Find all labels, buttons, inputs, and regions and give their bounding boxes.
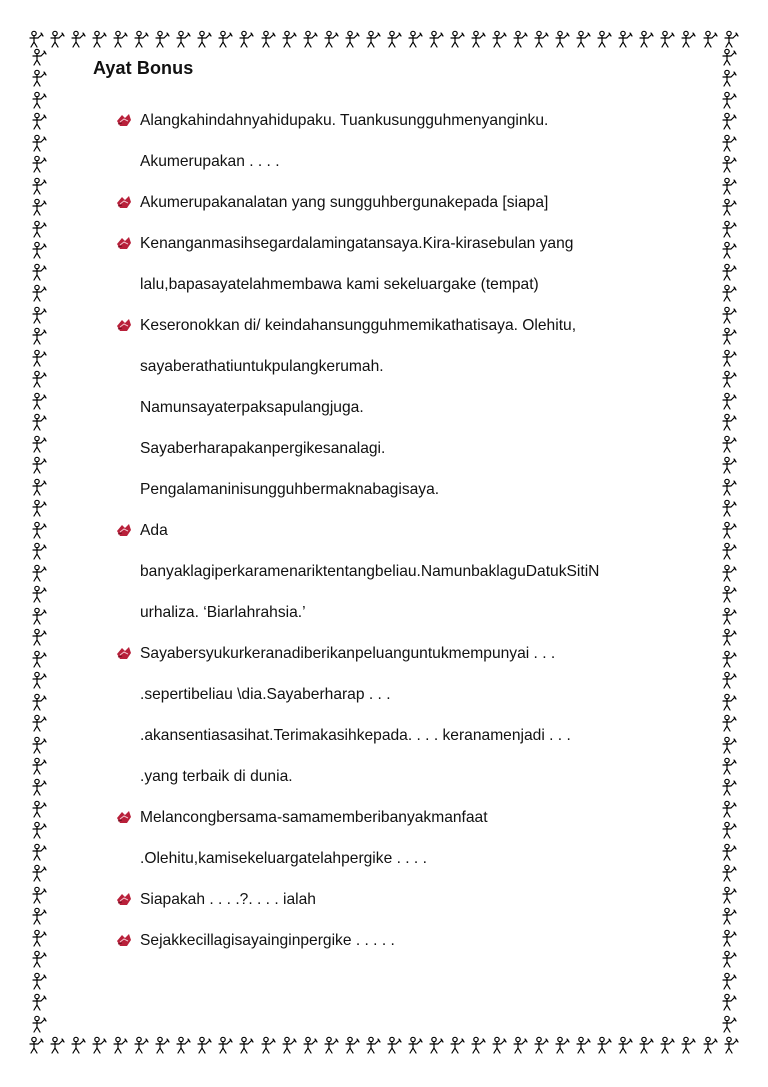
figure-ornament-icon	[196, 30, 213, 49]
figure-ornament-icon	[702, 30, 719, 49]
figure-ornament-icon	[721, 521, 738, 540]
line-text: Akumerupakan . . . .	[140, 153, 280, 170]
figure-ornament-icon	[533, 1036, 550, 1055]
figure-ornament-icon	[31, 521, 48, 540]
figure-ornament-icon	[680, 1036, 697, 1055]
figure-ornament-icon	[702, 1036, 719, 1055]
list-item-continuation	[113, 756, 693, 797]
rose-bullet-icon	[115, 112, 133, 128]
figure-ornament-icon	[323, 1036, 340, 1055]
figure-ornament-icon	[31, 757, 48, 776]
figure-ornament-icon	[323, 30, 340, 49]
line-text: Keseronokkan di/ keindahansungguhmemikathatisaya. Olehitu,	[140, 317, 577, 334]
figure-ornament-icon	[721, 950, 738, 969]
list-item	[113, 633, 693, 674]
figure-ornament-icon	[596, 1036, 613, 1055]
figure-ornament-icon	[721, 800, 738, 819]
figure-ornament-icon	[31, 413, 48, 432]
figure-ornament-icon	[721, 48, 738, 67]
figure-ornament-icon	[31, 1015, 48, 1034]
figure-ornament-icon	[512, 30, 529, 49]
line-text: Kenanganmasihsegardalamingatansaya.Kira-kirasebulan yang	[140, 235, 574, 252]
line-text: banyaklagiperkaramenariktentangbeliau.NamunbaklaguDatukSitiN	[140, 563, 600, 580]
figure-ornament-icon	[175, 30, 192, 49]
figure-ornament-icon	[31, 650, 48, 669]
line-text: Namunsayaterpaksapulangjuga.	[140, 399, 364, 416]
list-item-continuation	[113, 387, 693, 428]
list-item-continuation	[113, 592, 693, 633]
figure-ornament-icon	[407, 1036, 424, 1055]
list-item	[113, 920, 693, 961]
line-text: Alangkahindahnyahidupaku. Tuankusungguhmenyanginku.	[140, 112, 549, 129]
figure-ornament-icon	[238, 1036, 255, 1055]
figure-ornament-icon	[31, 456, 48, 475]
figure-ornament-icon	[407, 30, 424, 49]
figure-ornament-icon	[659, 30, 676, 49]
figure-ornament-icon	[31, 112, 48, 131]
figure-ornament-icon	[31, 950, 48, 969]
line-text: Pengalamaninisungguhbermaknabagisaya.	[140, 481, 440, 498]
page-border-top	[28, 28, 740, 50]
figure-ornament-icon	[721, 585, 738, 604]
list-item	[113, 100, 693, 141]
line-text: Sayabersyukurkeranadiberikanpeluanguntukmempunyai . . .	[140, 645, 556, 662]
figure-ornament-icon	[721, 413, 738, 432]
figure-ornament-icon	[31, 155, 48, 174]
figure-ornament-icon	[386, 30, 403, 49]
figure-ornament-icon	[721, 736, 738, 755]
figure-ornament-icon	[31, 263, 48, 282]
rose-bullet-icon	[115, 809, 133, 825]
figure-ornament-icon	[31, 585, 48, 604]
figure-ornament-icon	[31, 929, 48, 948]
figure-ornament-icon	[428, 1036, 445, 1055]
figure-ornament-icon	[31, 864, 48, 883]
figure-ornament-icon	[260, 30, 277, 49]
figure-ornament-icon	[133, 30, 150, 49]
figure-ornament-icon	[365, 30, 382, 49]
figure-ornament-icon	[428, 30, 445, 49]
figure-ornament-icon	[721, 91, 738, 110]
figure-ornament-icon	[31, 91, 48, 110]
figure-ornament-icon	[449, 30, 466, 49]
figure-ornament-icon	[721, 220, 738, 239]
figure-ornament-icon	[721, 864, 738, 883]
figure-ornament-icon	[721, 757, 738, 776]
figure-ornament-icon	[238, 30, 255, 49]
figure-ornament-icon	[31, 993, 48, 1012]
figure-ornament-icon	[31, 628, 48, 647]
figure-ornament-icon	[638, 30, 655, 49]
rose-bullet-icon	[115, 317, 133, 333]
figure-ornament-icon	[91, 1036, 108, 1055]
figure-ornament-icon	[721, 628, 738, 647]
figure-ornament-icon	[31, 499, 48, 518]
line-text: sayaberathatiuntukpulangkerumah.	[140, 358, 384, 375]
figure-ornament-icon	[70, 30, 87, 49]
line-text: Sayaberharapakanpergikesanalagi.	[140, 440, 386, 457]
figure-ornament-icon	[449, 1036, 466, 1055]
figure-ornament-icon	[281, 1036, 298, 1055]
figure-ornament-icon	[721, 821, 738, 840]
figure-ornament-icon	[721, 907, 738, 926]
figure-ornament-icon	[112, 1036, 129, 1055]
figure-ornament-icon	[721, 327, 738, 346]
line-text: .Olehitu,kamisekeluargatelahpergike . . . .	[140, 850, 427, 867]
page-border-bottom	[28, 1034, 740, 1056]
figure-ornament-icon	[31, 821, 48, 840]
figure-ornament-icon	[721, 456, 738, 475]
figure-ornament-icon	[49, 1036, 66, 1055]
rose-bullet-icon	[115, 235, 133, 251]
figure-ornament-icon	[260, 1036, 277, 1055]
figure-ornament-icon	[31, 306, 48, 325]
figure-ornament-icon	[533, 30, 550, 49]
line-text: Ada	[140, 522, 168, 539]
page-border-right	[718, 48, 740, 1034]
figure-ornament-icon	[196, 1036, 213, 1055]
figure-ornament-icon	[154, 30, 171, 49]
figure-ornament-icon	[721, 284, 738, 303]
figure-ornament-icon	[344, 1036, 361, 1055]
list-item	[113, 305, 693, 346]
figure-ornament-icon	[31, 198, 48, 217]
figure-ornament-icon	[512, 1036, 529, 1055]
list-item-continuation	[113, 346, 693, 387]
figure-ornament-icon	[721, 650, 738, 669]
figure-ornament-icon	[31, 284, 48, 303]
list-item-continuation	[113, 469, 693, 510]
figure-ornament-icon	[31, 69, 48, 88]
rose-bullet-icon	[115, 891, 133, 907]
figure-ornament-icon	[470, 1036, 487, 1055]
page-border-left	[28, 48, 50, 1034]
bullet-list	[113, 100, 693, 961]
figure-ornament-icon	[31, 370, 48, 389]
figure-ornament-icon	[721, 542, 738, 561]
line-text: lalu,bapasayatelahmembawa kami sekeluargake (tempat)	[140, 276, 539, 293]
line-text: .akansentiasasihat.Terimakasihkepada. . . . keranamenjadi . . .	[140, 727, 571, 744]
list-item	[113, 510, 693, 551]
figure-ornament-icon	[31, 478, 48, 497]
figure-ornament-icon	[91, 30, 108, 49]
figure-ornament-icon	[386, 1036, 403, 1055]
rose-bullet-icon	[115, 932, 133, 948]
figure-ornament-icon	[721, 241, 738, 260]
figure-ornament-icon	[721, 392, 738, 411]
line-text: .yang terbaik di dunia.	[140, 768, 293, 785]
list-item	[113, 182, 693, 223]
figure-ornament-icon	[112, 30, 129, 49]
figure-ornament-icon	[217, 30, 234, 49]
figure-ornament-icon	[491, 1036, 508, 1055]
figure-ornament-icon	[302, 30, 319, 49]
figure-ornament-icon	[596, 30, 613, 49]
figure-ornament-icon	[721, 112, 738, 131]
figure-ornament-icon	[617, 30, 634, 49]
list-item	[113, 797, 693, 838]
list-item-continuation	[113, 674, 693, 715]
figure-ornament-icon	[31, 693, 48, 712]
figure-ornament-icon	[721, 263, 738, 282]
figure-ornament-icon	[659, 1036, 676, 1055]
figure-ornament-icon	[721, 478, 738, 497]
list-item-continuation	[113, 141, 693, 182]
figure-ornament-icon	[721, 972, 738, 991]
figure-ornament-icon	[302, 1036, 319, 1055]
figure-ornament-icon	[721, 671, 738, 690]
figure-ornament-icon	[721, 693, 738, 712]
figure-ornament-icon	[31, 671, 48, 690]
figure-ornament-icon	[721, 714, 738, 733]
figure-ornament-icon	[217, 1036, 234, 1055]
figure-ornament-icon	[721, 306, 738, 325]
line-text: .sepertibeliau \dia.Sayaberharap . . .	[140, 686, 391, 703]
line-text: Melancongbersama-samamemberibanyakmanfaat	[140, 809, 488, 826]
figure-ornament-icon	[31, 736, 48, 755]
figure-ornament-icon	[31, 48, 48, 67]
figure-ornament-icon	[175, 1036, 192, 1055]
figure-ornament-icon	[721, 69, 738, 88]
figure-ornament-icon	[721, 349, 738, 368]
figure-ornament-icon	[365, 1036, 382, 1055]
figure-ornament-icon	[31, 564, 48, 583]
figure-ornament-icon	[31, 435, 48, 454]
figure-ornament-icon	[31, 607, 48, 626]
figure-ornament-icon	[28, 30, 45, 49]
list-item	[113, 879, 693, 920]
figure-ornament-icon	[554, 1036, 571, 1055]
figure-ornament-icon	[31, 134, 48, 153]
figure-ornament-icon	[31, 220, 48, 239]
figure-ornament-icon	[638, 1036, 655, 1055]
figure-ornament-icon	[554, 30, 571, 49]
figure-ornament-icon	[721, 843, 738, 862]
figure-ornament-icon	[31, 907, 48, 926]
list-item	[113, 223, 693, 264]
figure-ornament-icon	[575, 30, 592, 49]
figure-ornament-icon	[721, 607, 738, 626]
page-title: Ayat Bonus	[93, 58, 194, 78]
figure-ornament-icon	[721, 198, 738, 217]
figure-ornament-icon	[721, 993, 738, 1012]
figure-ornament-icon	[680, 30, 697, 49]
figure-ornament-icon	[721, 564, 738, 583]
figure-ornament-icon	[31, 843, 48, 862]
line-text: Sejakkecillagisayainginpergike . . . . .	[140, 932, 395, 949]
figure-ornament-icon	[721, 370, 738, 389]
figure-ornament-icon	[31, 886, 48, 905]
figure-ornament-icon	[133, 1036, 150, 1055]
figure-ornament-icon	[723, 1036, 740, 1055]
rose-bullet-icon	[115, 645, 133, 661]
figure-ornament-icon	[281, 30, 298, 49]
figure-ornament-icon	[721, 778, 738, 797]
figure-ornament-icon	[721, 886, 738, 905]
figure-ornament-icon	[721, 177, 738, 196]
figure-ornament-icon	[31, 349, 48, 368]
figure-ornament-icon	[28, 1036, 45, 1055]
figure-ornament-icon	[721, 435, 738, 454]
figure-ornament-icon	[49, 30, 66, 49]
line-text: Akumerupakanalatan yang sungguhbergunakepada [siapa]	[140, 194, 549, 211]
figure-ornament-icon	[721, 134, 738, 153]
figure-ornament-icon	[491, 30, 508, 49]
figure-ornament-icon	[575, 1036, 592, 1055]
figure-ornament-icon	[31, 972, 48, 991]
list-item-continuation	[113, 715, 693, 756]
figure-ornament-icon	[617, 1036, 634, 1055]
figure-ornament-icon	[154, 1036, 171, 1055]
figure-ornament-icon	[31, 542, 48, 561]
figure-ornament-icon	[31, 714, 48, 733]
figure-ornament-icon	[31, 327, 48, 346]
figure-ornament-icon	[344, 30, 361, 49]
list-item-continuation	[113, 428, 693, 469]
figure-ornament-icon	[31, 800, 48, 819]
rose-bullet-icon	[115, 522, 133, 538]
figure-ornament-icon	[31, 177, 48, 196]
figure-ornament-icon	[721, 1015, 738, 1034]
figure-ornament-icon	[70, 1036, 87, 1055]
figure-ornament-icon	[31, 778, 48, 797]
line-text: Siapakah . . . .?. . . . ialah	[140, 891, 316, 908]
line-text: urhaliza. ‘Biarlahrahsia.’	[140, 604, 306, 621]
figure-ornament-icon	[721, 499, 738, 518]
figure-ornament-icon	[31, 392, 48, 411]
list-item-continuation	[113, 551, 693, 592]
figure-ornament-icon	[31, 241, 48, 260]
list-item-continuation	[113, 838, 693, 879]
figure-ornament-icon	[721, 155, 738, 174]
rose-bullet-icon	[115, 194, 133, 210]
figure-ornament-icon	[723, 30, 740, 49]
figure-ornament-icon	[470, 30, 487, 49]
figure-ornament-icon	[721, 929, 738, 948]
list-item-continuation	[113, 264, 693, 305]
